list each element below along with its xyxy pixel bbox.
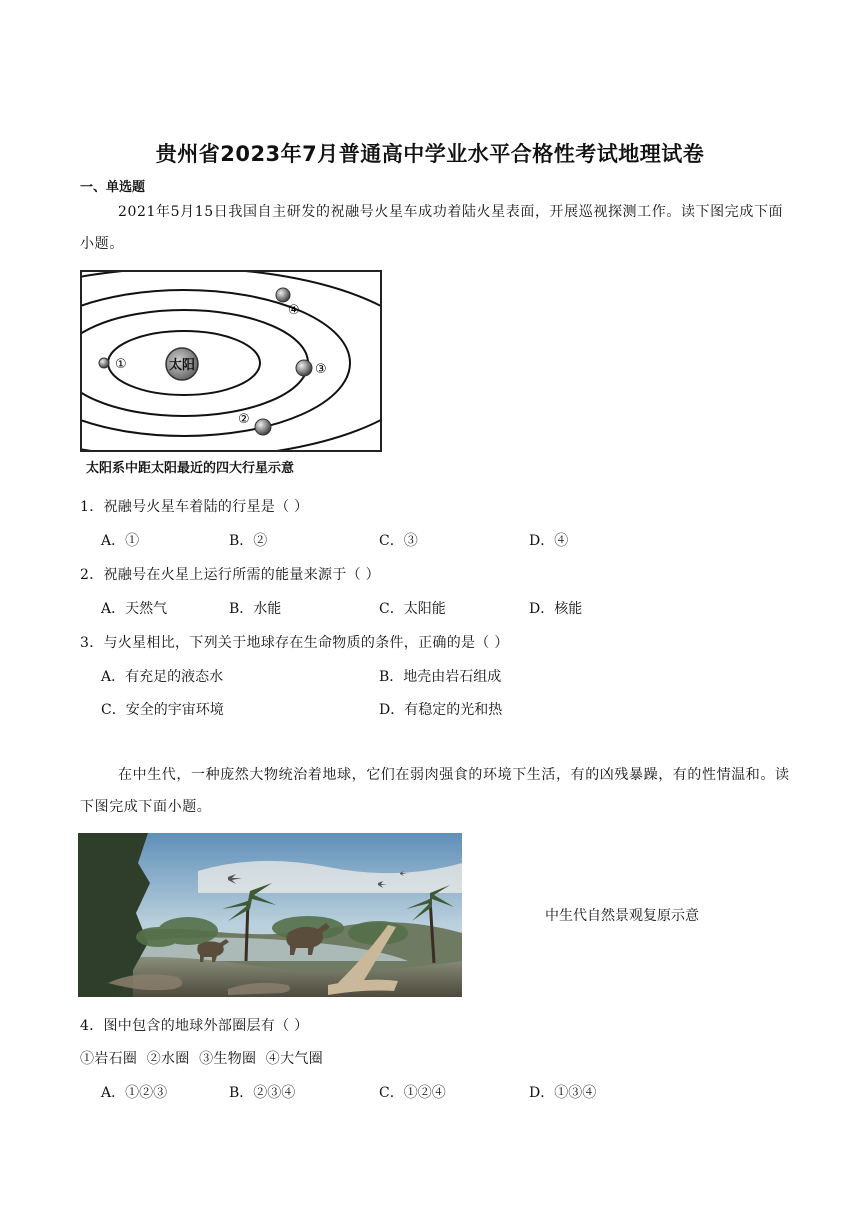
planet-3 [296,360,312,376]
sun-label: 太阳 [168,358,196,373]
figure2-caption: 中生代自然景观复原示意 [545,908,699,924]
q2-option-d: D．核能 [529,601,583,617]
q1-option-c: C．③ [379,533,418,549]
mesozoic-landscape-image [78,833,462,997]
q2-option-b: B．水能 [229,601,282,617]
q4-option-b: B．②③④ [229,1085,296,1101]
marker-4: ④ [288,303,300,318]
solar-system-figure [80,270,384,454]
q3-option-d: D．有稳定的光和热 [379,702,503,718]
question-4-stem: 4．图中包含的地球外部圈层有（ ） [80,1018,309,1034]
question-4-choices: ①岩石圈 ②水圈 ③生物圈 ④大气圈 [80,1051,323,1067]
question-3-stem: 3．与火星相比，下列关于地球存在生命物质的条件，正确的是（ ） [80,635,509,651]
q3-option-c: C．安全的宇宙环境 [101,702,224,718]
planet-2-earth [255,419,271,435]
section-heading: 一、单选题 [80,180,146,195]
question-2-stem: 2．祝融号在火星上运行所需的能量来源于（ ） [80,567,380,583]
figure1-caption: 太阳系中距太阳最近的四大行星示意 [86,461,295,476]
marker-3: ③ [315,362,327,377]
marker-2: ② [238,412,250,427]
q2-option-c: C．太阳能 [379,601,446,617]
q1-option-a: A．① [101,533,140,549]
question-1-stem: 1．祝融号火星车着陆的行星是（ ） [80,499,309,515]
q2-option-a: A．天然气 [101,601,168,617]
exam-title: 贵州省2023年7月普通高中学业水平合格性考试地理试卷 [155,142,705,166]
q1-option-d: D．④ [529,533,569,549]
q3-option-b: B．地壳由岩石组成 [379,669,502,685]
planet-4 [276,288,290,302]
passage-1: 2021年5月15日我国自主研发的祝融号火星车成功着陆火星表面，开展巡视探测工作。读下图完成下面小题。 [80,204,784,252]
mesozoic-scene [78,833,462,997]
solar-system-diagram [80,270,384,454]
q3-option-a: A．有充足的液态水 [101,669,224,685]
marker-1: ① [115,357,127,372]
q4-option-c: C．①②④ [379,1085,446,1101]
passage-2: 在中生代，一种庞然大物统治着地球，它们在弱肉强食的环境下生活，有的凶残暴躁，有的性情温和。读下图完成下面小题。 [80,767,790,815]
q4-option-d: D．①③④ [529,1085,597,1101]
q1-option-b: B．② [229,533,268,549]
q4-option-a: A．①②③ [101,1085,168,1101]
planet-1 [99,358,109,368]
